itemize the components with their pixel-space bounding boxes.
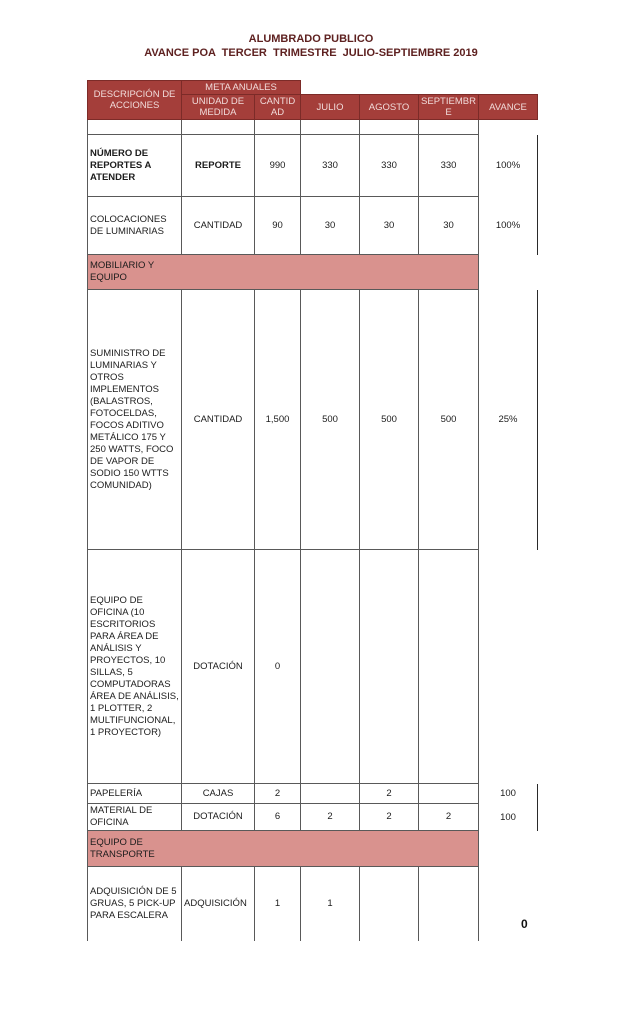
table-row (88, 867, 538, 941)
cell-agosto (360, 550, 419, 784)
cell-agosto: 2 (360, 784, 419, 804)
section-label: EQUIPO DE TRANSPORTE (90, 836, 155, 860)
cell-septiembre: 500 (419, 290, 479, 550)
cell-avance: 100 (479, 784, 538, 804)
cell-unidad: CANTIDAD (182, 197, 255, 255)
cell-cantidad: 6 (255, 804, 301, 831)
col-header-julio: JULIO (301, 95, 360, 120)
cell-descripcion: EQUIPO DE OFICINA (10 ESCRITORIOS PARA ÁREA DE ANÁLISIS Y PROYECTOS, 10 SILLAS, 5 COMPUTADORAS ÁREA DE ANÁLISIS, 1 PLOTTER, 2 MULTIFUNCIONAL, 1 PROYECTOR) (88, 550, 182, 784)
cell-septiembre: 30 (419, 197, 479, 255)
cell-julio: 330 (301, 135, 360, 197)
cell-descripcion: ADQUISICIÓN DE 5 GRUAS, 5 PICK-UP PARA ESCALERA (88, 867, 182, 941)
section-label: MOBILIARIO Y EQUIPO (90, 260, 155, 283)
cell-julio: 30 (301, 197, 360, 255)
cell-unidad: REPORTE (182, 135, 255, 197)
section-row-mobiliario (88, 255, 538, 290)
table-row (88, 550, 538, 784)
cell-descripcion: PAPELERÍA (88, 784, 182, 804)
cell-septiembre (419, 784, 479, 804)
cell-julio: 1 (301, 867, 360, 941)
cell-julio: 2 (301, 804, 360, 831)
cell-julio (301, 550, 360, 784)
cell-cantidad: 0 (255, 550, 301, 784)
cell-septiembre: 330 (419, 135, 479, 197)
col-header-meta-anuales: META ANUALES (182, 81, 301, 95)
cell-descripcion: MATERIAL DE OFICINA (88, 804, 182, 831)
poa-table (87, 80, 538, 941)
table-row-spacer (88, 120, 538, 135)
cell-avance: 100% (479, 135, 538, 197)
cell-agosto: 2 (360, 804, 419, 831)
title-line-1: ALUMBRADO PUBLICO (248, 33, 374, 45)
cell-agosto: 330 (360, 135, 419, 197)
cell-avance: 100% (479, 197, 538, 255)
cell-avance (479, 550, 538, 784)
col-header-unidad-medida: UNIDAD DE MEDIDA (182, 95, 255, 120)
cell-unidad: CAJAS (182, 784, 255, 804)
cell-cantidad: 2 (255, 784, 301, 804)
cell-cantidad: 990 (255, 135, 301, 197)
document-title (0, 32, 622, 60)
col-header-descripcion: DESCRIPCIÓN DE ACCIONES (88, 81, 182, 120)
header-ghost-spacer (301, 81, 538, 95)
cell-septiembre: 2 (419, 804, 479, 831)
table-row (88, 784, 538, 804)
header-row-1 (88, 81, 538, 95)
cell-unidad: DOTACIÓN (182, 550, 255, 784)
cell-descripcion: NÚMERO DE REPORTES A ATENDER (88, 135, 182, 197)
col-header-agosto: AGOSTO (360, 95, 419, 120)
col-header-septiembre: SEPTIEMBRE (419, 95, 479, 120)
cell-septiembre (419, 550, 479, 784)
table-row (88, 135, 538, 197)
cell-agosto (360, 867, 419, 941)
table-row (88, 197, 538, 255)
cell-cantidad: 90 (255, 197, 301, 255)
section-row-transporte (88, 831, 538, 867)
cell-agosto: 500 (360, 290, 419, 550)
cell-septiembre (419, 867, 479, 941)
cell-unidad: ADQUISICIÓN (182, 867, 255, 941)
poa-table-grid (87, 80, 538, 941)
cell-unidad: CANTIDAD (182, 290, 255, 550)
cell-agosto: 30 (360, 197, 419, 255)
cell-julio (301, 784, 360, 804)
cell-cantidad: 1,500 (255, 290, 301, 550)
cell-descripcion: COLOCACIONES DE LUMINARIAS (88, 197, 182, 255)
cell-unidad: DOTACIÓN (182, 804, 255, 831)
col-header-cantidad: CANTIDAD (255, 95, 301, 120)
table-row (88, 290, 538, 550)
cell-cantidad: 1 (255, 867, 301, 941)
cell-descripcion: SUMINISTRO DE LUMINARIAS Y OTROS IMPLEMENTOS (BALASTROS, FOTOCELDAS, FOCOS ADITIVO METÁLICO 175 Y 250 WATTS, FOCO DE VAPOR DE SODIO 150 WTTS COMUNIDAD) (88, 290, 182, 550)
cell-avance (479, 867, 538, 941)
title-line-2: AVANCE POA TERCER TRIMESTRE JULIO-SEPTIEMBRE 2019 (144, 47, 478, 59)
table-row (88, 804, 538, 831)
cell-julio: 500 (301, 290, 360, 550)
cell-avance: 100 (479, 804, 538, 831)
col-header-avance: AVANCE (479, 95, 538, 120)
cell-avance: 25% (479, 290, 538, 550)
page-number: 0 (521, 917, 528, 931)
